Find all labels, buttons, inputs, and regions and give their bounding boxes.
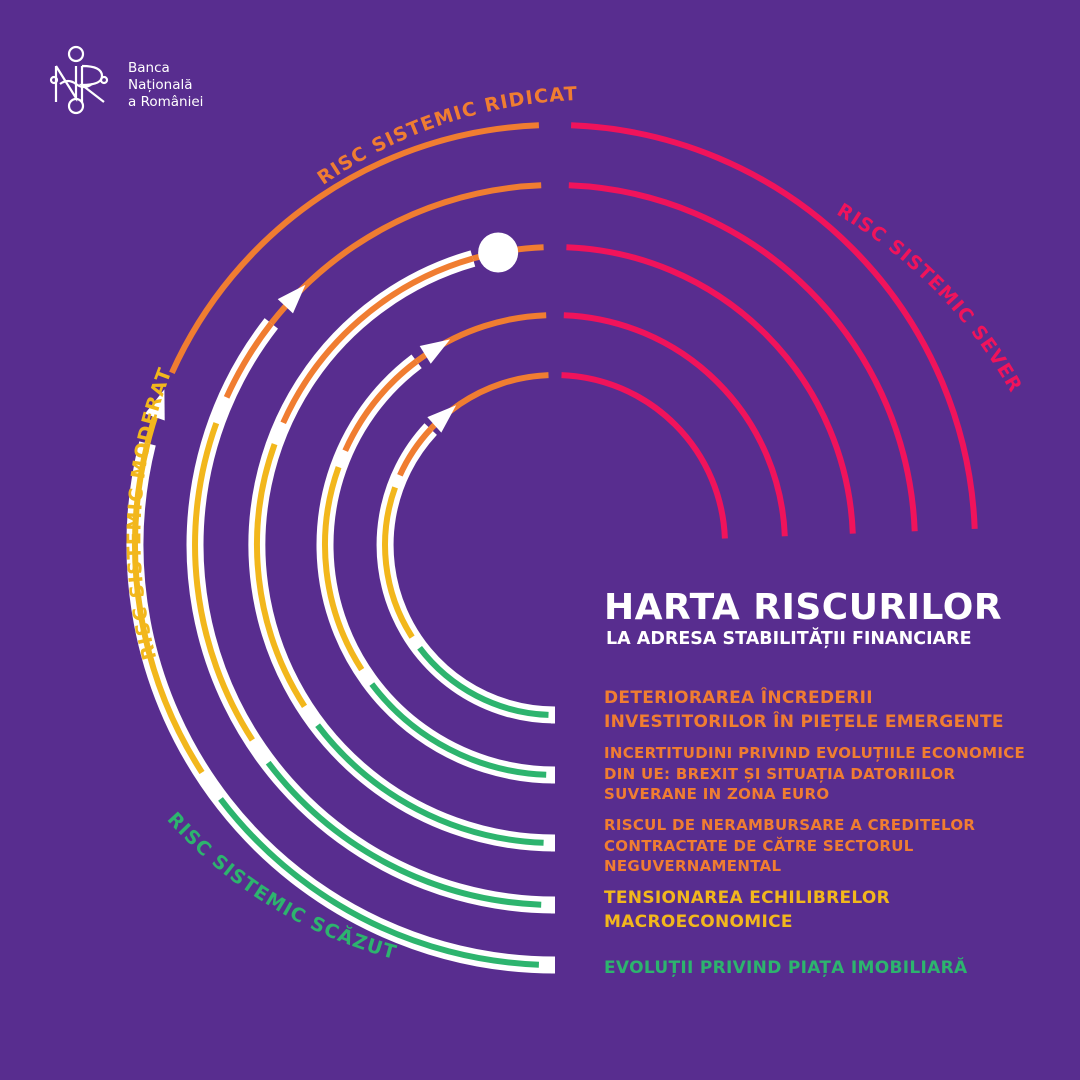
risk-label-eu-uncertainty: INCERTITUDINI PRIVIND EVOLUȚIILE ECONOMICE DIN UE: BREXIT ȘI SITUAȚIA DATORIILOR SUVERANE IN ZONA EURO [604,744,1026,803]
page-title: HARTA RISCURILOR [604,587,1003,628]
risk-label-credit-default: RISCUL DE NERAMBURSARE A CREDITELOR CONTRACTATE DE CĂTRE SECTORUL NEGUVERNAMENTAL [604,816,976,875]
bnr-logo [46,40,246,120]
ring-progress-track [257,259,555,844]
page-subtitle: LA ADRESA STABILITĂȚII FINANCIARE [606,629,972,649]
logo-line-2: Națională [128,77,193,93]
risk-label-macro-imbalances: TENSIONAREA ECHILIBRELOR MACROECONOMICE [604,888,891,932]
bnr-logo-text [128,60,203,111]
zone-label-moderat: RISC SISTEMIC MODERAT [123,364,177,663]
risk-label-real-estate: EVOLUȚII PRIVIND PIAȚA IMOBILIARĂ [604,958,968,978]
risk-position-marker-circle [478,232,518,272]
zone-label-scazut: RISC SISTEMIC SCĂZUT [162,808,400,965]
ring-progress-fill [227,323,272,397]
ring-zone-segment [400,375,549,475]
bnr-monogram-icon [46,40,122,120]
logo-line-1: Banca [128,60,170,76]
ring-zone-segment [345,315,546,451]
zone-label-ridicat: RISC SISTEMIC RIDICAT [313,82,579,190]
logo-line-3: a României [128,94,204,110]
risk-label-investor-confidence: DETERIORAREA ÎNCREDERII INVESTITORILOR ÎN PIEȚELE EMERGENTE [604,688,1004,732]
ring-zone-segment [562,375,725,538]
zone-label-sever: RISC SISTEMIC SEVER [833,199,1027,397]
ring-progress-track [385,429,555,715]
title-block [604,588,1002,650]
risk-position-marker-arrow [420,339,450,363]
ring-zone-segment [569,185,915,531]
